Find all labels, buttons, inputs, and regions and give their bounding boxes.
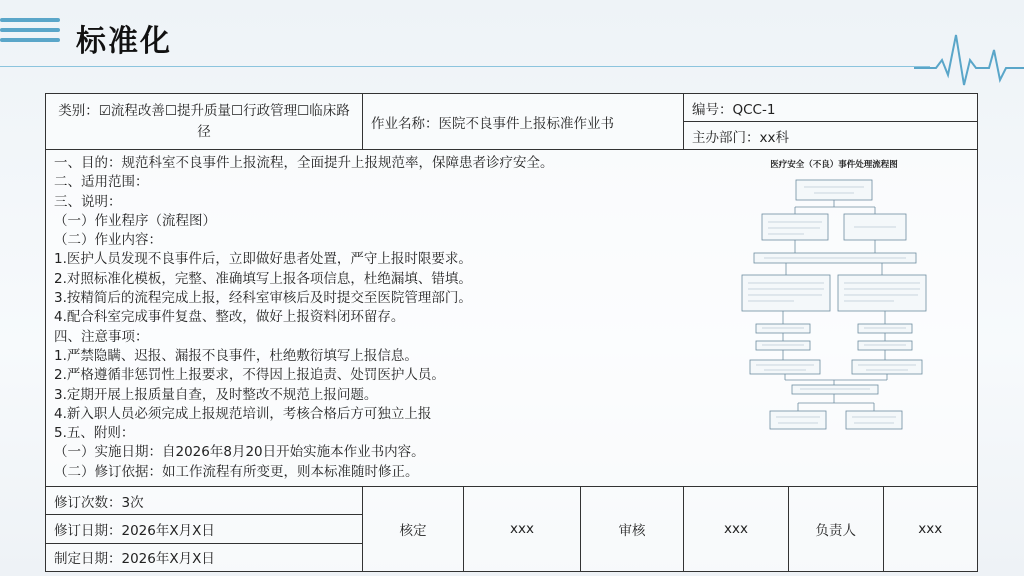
- number-text: 编号：QCC-1: [692, 101, 776, 118]
- sop-form: [45, 93, 978, 572]
- number-cell: [684, 94, 978, 122]
- work-name-text: 作业名称：医院不良事件上报标准作业书: [371, 115, 614, 132]
- header-divider: [0, 66, 930, 67]
- page-title: 标准化: [76, 24, 172, 59]
- content-line: 5.五、附则：: [54, 425, 135, 442]
- content-line: 4.新入职人员必须完成上报规范培训，考核合格后方可独立上报: [54, 405, 432, 422]
- content-line: 2.对照标准化模板，完整、准确填写上报各项信息，杜绝漏填、错填。: [54, 270, 472, 287]
- flowchart: [699, 154, 969, 482]
- content-line: 三、说明：: [54, 193, 122, 210]
- flowchart-title: 医疗安全（不良）事件处理流程图: [770, 160, 898, 170]
- revision-count-text: 修订次数：3次: [54, 494, 144, 511]
- content-line: 3.定期开展上报质量自查，及时整改不规范上报问题。: [54, 386, 378, 403]
- content-line: 四、注意事项：: [54, 328, 149, 345]
- content-line: 1.医护人员发现不良事件后，立即做好患者处置，严守上报时限要求。: [54, 251, 472, 268]
- review-value-cell: [684, 487, 789, 572]
- content-line: 1.严禁隐瞒、迟报、漏报不良事件，杜绝敷衍填写上报信息。: [54, 347, 418, 364]
- content-line: 一、目的：规范科室不良事件上报流程，全面提升上报规范率，保障患者诊疗安全。: [54, 155, 554, 171]
- dept-text: 主办部门：xx科: [692, 129, 789, 146]
- dept-cell: [684, 122, 978, 150]
- owner-value: xxx: [918, 521, 943, 538]
- owner-label: 负责人: [789, 487, 884, 571]
- review-value: xxx: [724, 521, 748, 538]
- content-line: 2.严格遵循非惩罚性上报要求，不得因上报追责、处罚医护人员。: [54, 367, 445, 384]
- approve-value: xxx: [510, 521, 534, 538]
- made-date-text: 制定日期：2026年X月X日: [54, 551, 215, 568]
- content-line: （二）作业内容：: [54, 232, 162, 249]
- content-cell: [46, 150, 978, 487]
- work-name-cell: [363, 94, 684, 150]
- content-line: （一）作业程序（流程图）: [54, 212, 216, 229]
- content-line: （一）实施日期：自2026年8月20日开始实施本作业书内容。: [54, 444, 425, 461]
- review-label-cell: [581, 487, 684, 572]
- category-text: 类别：☑流程改善☐提升质量☐行政管理☐临床路径: [58, 102, 350, 140]
- review-label: 审核: [618, 523, 646, 540]
- revision-count-cell: [46, 487, 363, 515]
- title-decoration: [0, 18, 60, 58]
- content-line: 二、适用范围：: [54, 174, 149, 191]
- made-date-cell: [46, 543, 363, 571]
- category-cell: [46, 94, 363, 150]
- revision-date-text: 修订日期：2026年X月X日: [54, 523, 215, 540]
- content-line: 4.配合科室完成事件复盘、整改，做好上报资料闭环留存。: [54, 309, 405, 326]
- approve-value-cell: [464, 487, 581, 572]
- heartbeat-icon: [914, 30, 1024, 90]
- revision-date-cell: [46, 515, 363, 543]
- content-text: [54, 154, 699, 482]
- approve-label: 核定: [399, 523, 427, 540]
- content-line: 3.按精简后的流程完成上报，经科室审核后及时提交至医院管理部门。: [54, 290, 472, 307]
- owner-cell: [789, 487, 978, 572]
- approve-label-cell: [363, 487, 464, 572]
- content-line: （二）修订依据：如工作流程有所变更，则本标准随时修正。: [54, 463, 419, 480]
